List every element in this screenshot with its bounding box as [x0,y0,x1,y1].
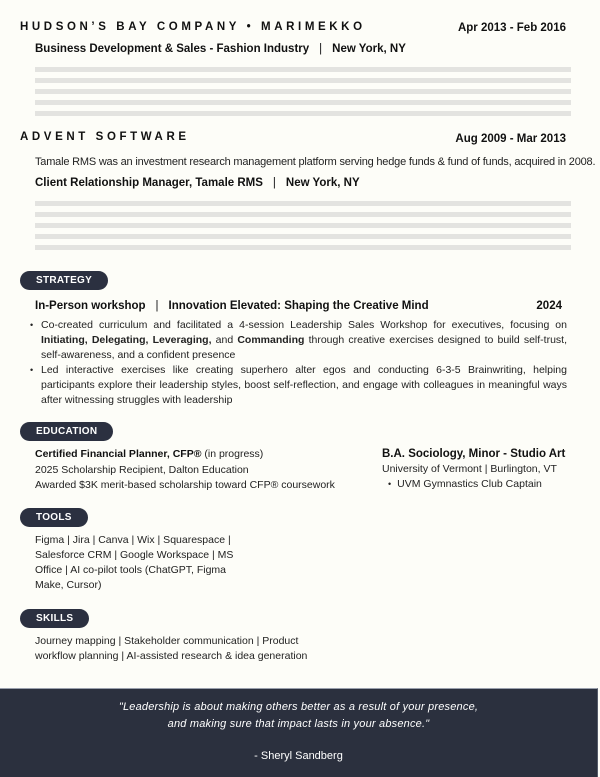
job-role-line [35,177,360,189]
bullet-item: • Led interactive exercises like creating superhero alter egos and conducting 6-3-5 Brainwriting, helping participants explore their leadership styles, boost self-reflection, and engage with colleagues in meaningful ways after witnessing struggles with leadership [27,363,567,408]
certification-title: Certified Financial Planner, CFP® [35,448,202,460]
section-label-skills: SKILLS [20,609,89,628]
skills-list: Journey mapping | Stakeholder communication | Product workflow planning | AI-assisted research & idea generation [35,635,308,662]
redacted-line [35,223,571,228]
bold-keyword: Commanding [237,334,305,346]
company-name: HUDSON’S BAY COMPANY • MARIMEKKO [20,21,366,33]
employment-dates: Apr 2013 - Feb 2016 [457,22,566,34]
redacted-line [35,100,571,105]
certification-line [35,447,335,463]
redacted-line [35,67,571,72]
quote-footer [0,688,598,777]
redacted-line [35,201,571,206]
redacted-line [35,234,571,239]
tools-list: Figma | Jira | Canva | Wix | Squarespace | Salesforce CRM | Google Workspace | MS Office | AI co-pilot tools (ChatGPT, Figma Make, Cursor) [35,534,234,591]
company-name: ADVENT SOFTWARE [20,131,190,143]
scholarship-line: 2025 Scholarship Recipient, Dalton Education [35,463,249,476]
education-bullet: • UVM Gymnastics Club Captain [388,478,542,490]
bold-keywords: Initiating, Delegating, Leveraging, [41,334,212,346]
scholarship-detail: Awarded $3K merit-based scholarship toward CFP® coursework [35,479,335,491]
quote-text: "Leadership is about making others better as a result of your presence, and making sure that impact lasts in your absence." [118,701,479,730]
section-label-strategy: STRATEGY [20,271,108,290]
company-description: Tamale RMS was an investment research management platform serving hedge funds & fund of funds, acquired in 2008. [35,156,596,168]
redacted-line [35,89,571,94]
workshop-type: In-Person workshop [35,300,146,312]
job-title: Client Relationship Manager, Tamale RMS [35,177,263,189]
employment-dates: Aug 2009 - Mar 2013 [455,133,566,145]
job-role-line [35,43,406,55]
job-location: New York, NY [332,43,406,55]
bullet-icon: • [388,479,392,489]
redacted-line [35,78,571,83]
job-title: Business Development & Sales - Fashion Industry [35,43,310,55]
separator: | [155,300,159,312]
section-label-tools: TOOLS [20,508,88,527]
section-label-education: EDUCATION [20,422,113,441]
education-right [382,447,565,492]
certification-status: (in progress) [201,448,264,460]
separator: | [319,43,323,55]
degree-title: B.A. Sociology, Minor - Studio Art [382,448,566,460]
job-location: New York, NY [285,177,360,189]
redacted-line [35,245,571,250]
separator: | [272,177,276,189]
education-left [35,447,335,494]
workshop-year: 2024 [536,300,562,312]
school-name: University of Vermont | Burlington, VT [382,463,557,475]
workshop-heading [35,300,429,312]
redacted-line [35,212,571,217]
quote-author: - Sheryl Sandberg [254,750,343,762]
bullet-item: • Co-created curriculum and facilitated a 4-session Leadership Sales Workshop for executives, focusing on Initiating, Delegating, Leveraging, and Commanding through creative exercises designed to build self-trust, self-awareness, and a confident presence [27,318,567,363]
strategy-bullets [27,318,567,408]
workshop-title: Innovation Elevated: Shaping the Creative Mind [168,300,429,312]
redacted-line [35,111,571,116]
